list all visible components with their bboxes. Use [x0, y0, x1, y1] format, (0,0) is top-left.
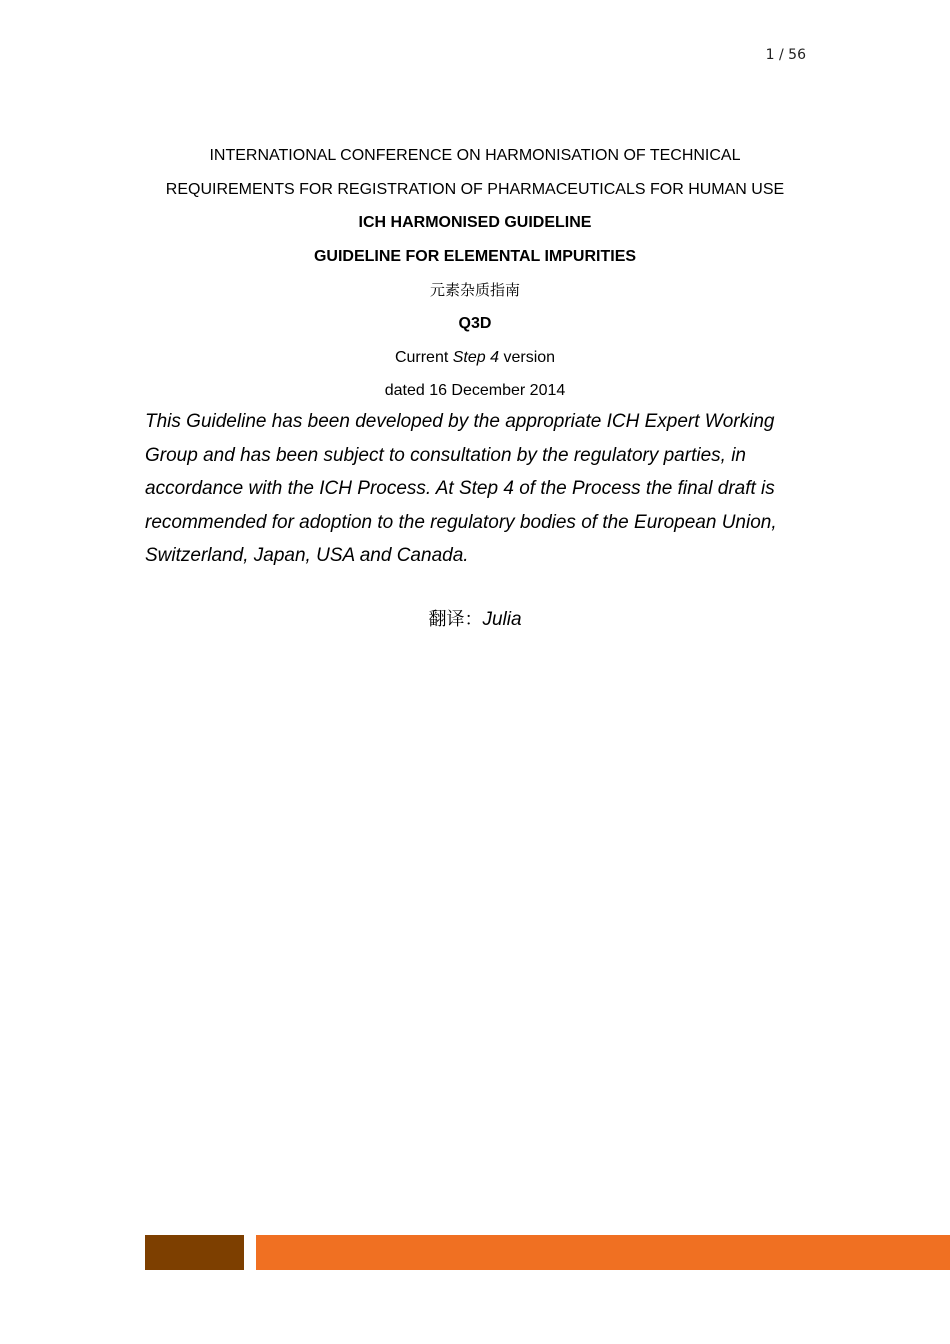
guideline-title-chinese: 元素杂质指南 [429, 281, 520, 299]
page-number: 1 / 56 [765, 47, 806, 63]
guideline-title: GUIDELINE FOR ELEMENTAL IMPURITIES [313, 248, 637, 265]
conference-title-line-2: REQUIREMENTS FOR REGISTRATION OF PHARMACEUTICALS FOR HUMAN USE [165, 181, 785, 198]
version-line [0, 348, 950, 368]
version-suffix: version [503, 349, 556, 366]
guideline-type: ICH HARMONISED GUIDELINE [358, 214, 592, 231]
conference-title-line-1: INTERNATIONAL CONFERENCE ON HARMONISATION OF TECHNICAL [209, 147, 741, 164]
footer-bar-dark [145, 1235, 244, 1270]
translator-label: 翻译： [428, 609, 483, 630]
version-step: Step 4 [452, 349, 500, 366]
translator-credit [0, 607, 950, 633]
guideline-code: Q3D [458, 315, 492, 332]
translator-name: Julia [482, 609, 522, 630]
footer-bar-orange [256, 1235, 950, 1270]
date-line: dated 16 December 2014 [384, 382, 566, 399]
version-prefix: Current [394, 349, 449, 366]
abstract-paragraph: This Guideline has been developed by the appropriate ICH Expert Working Group and has been subject to consultation by the regulatory parties, in accordance with the ICH Process. At Step 4 of the Process the final draft is recommended for adoption to the regulatory bodies of the European Union, Switzerland, Japan, USA and Canada. [145, 411, 777, 566]
